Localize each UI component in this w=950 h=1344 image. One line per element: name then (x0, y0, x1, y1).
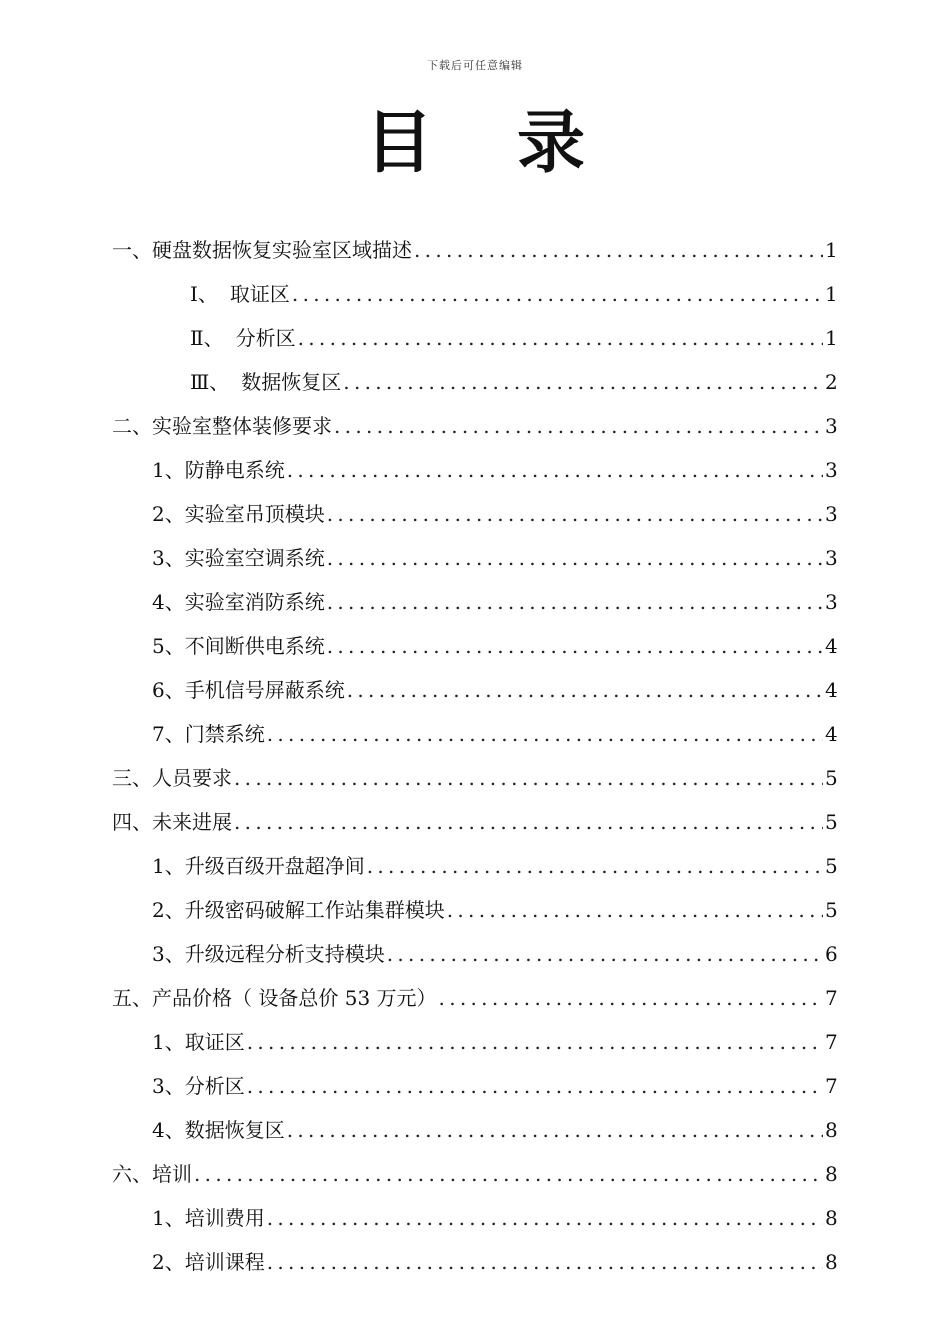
toc-entry-page-number: 1 (825, 238, 838, 262)
toc-entry-number: Ⅲ、 (190, 370, 230, 394)
toc-entry-title: 硬盘数据恢复实验室区域描述 (152, 238, 412, 262)
toc-entry-page-number: 6 (825, 942, 838, 966)
toc-entry[interactable] (112, 492, 837, 536)
toc-entry-number: 四、 (112, 810, 152, 834)
toc-entry[interactable] (112, 668, 837, 712)
toc-dot-leader (247, 1020, 823, 1064)
toc-entry-number: 三、 (112, 766, 152, 790)
toc-entry-page-number: 8 (825, 1250, 838, 1274)
toc-entry-page-number: 8 (825, 1162, 838, 1186)
toc-entry-number: Ⅱ、 (190, 326, 224, 350)
toc-entry-title: 升级百级开盘超净间 (184, 854, 365, 878)
toc-entry-page-number: 5 (825, 766, 838, 790)
toc-entry-page-number: 7 (825, 1030, 838, 1054)
toc-entry-title: 取证区 (184, 1030, 245, 1054)
toc-dot-leader (267, 712, 823, 756)
toc-entry-page-number: 1 (825, 282, 838, 306)
toc-entry[interactable] (112, 624, 837, 668)
toc-entry-title: 产品价格（ 设备总价 53 万元） (152, 986, 437, 1010)
toc-entry-title: 手机信号屏蔽系统 (184, 678, 345, 702)
toc-entry-page-number: 3 (825, 414, 838, 438)
toc-entry-page-number: 3 (825, 458, 838, 482)
toc-entry[interactable] (112, 272, 837, 316)
toc-entry-title: 分析区 (184, 1074, 245, 1098)
toc-dot-leader (343, 360, 823, 404)
toc-dot-leader (327, 624, 823, 668)
toc-dot-leader (287, 1108, 823, 1152)
toc-dot-leader (267, 1196, 823, 1240)
toc-entry-number: 4、 (152, 590, 185, 614)
toc-dot-leader (327, 580, 823, 624)
toc-dot-leader (292, 272, 823, 316)
toc-entry-title: 升级密码破解工作站集群模块 (184, 898, 445, 922)
toc-entry-title: 门禁系统 (184, 722, 265, 746)
toc-entry[interactable] (112, 316, 837, 360)
toc-entry[interactable] (112, 800, 837, 844)
toc-entry-title: 未来进展 (152, 810, 232, 834)
toc-entry-number: 五、 (112, 986, 152, 1010)
toc-entry[interactable] (112, 712, 837, 756)
toc-dot-leader (298, 316, 823, 360)
toc-entry-title: 人员要求 (152, 766, 232, 790)
toc-dot-leader (327, 492, 823, 536)
toc-dot-leader (327, 536, 823, 580)
table-of-contents (112, 228, 837, 1284)
toc-entry-number: Ⅰ、 (190, 282, 218, 306)
toc-entry-page-number: 5 (825, 898, 838, 922)
toc-dot-leader (347, 668, 823, 712)
toc-entry-number: 六、 (112, 1162, 152, 1186)
toc-entry-page-number: 5 (825, 810, 838, 834)
toc-dot-leader (367, 844, 823, 888)
toc-dot-leader (439, 976, 823, 1020)
toc-entry-page-number: 3 (825, 546, 838, 570)
toc-entry-number: 3、 (152, 942, 185, 966)
toc-entry-number: 3、 (152, 546, 185, 570)
toc-entry-number: 1、 (152, 458, 185, 482)
toc-entry-title: 实验室整体装修要求 (152, 414, 332, 438)
toc-entry-number: 7、 (152, 722, 185, 746)
toc-entry-title: 不间断供电系统 (184, 634, 325, 658)
toc-dot-leader (334, 404, 823, 448)
toc-entry-page-number: 4 (825, 722, 838, 746)
toc-dot-leader (247, 1064, 823, 1108)
toc-entry-title: 取证区 (229, 282, 290, 306)
toc-entry[interactable] (112, 360, 837, 404)
toc-entry-page-number: 7 (825, 1074, 838, 1098)
toc-entry-title: 数据恢复区 (241, 370, 342, 394)
toc-entry-title: 升级远程分析支持模块 (184, 942, 385, 966)
toc-entry-page-number: 8 (825, 1118, 838, 1142)
toc-entry-number: 3、 (152, 1074, 185, 1098)
toc-entry-number: 1、 (152, 854, 185, 878)
toc-entry-page-number: 5 (825, 854, 838, 878)
toc-entry-page-number: 7 (825, 986, 838, 1010)
toc-entry-title: 培训 (152, 1162, 192, 1186)
toc-entry-title: 分析区 (235, 326, 296, 350)
page-title: 目录 (364, 103, 669, 183)
toc-entry[interactable] (112, 228, 837, 272)
toc-entry-page-number: 1 (825, 326, 838, 350)
toc-dot-leader (234, 800, 823, 844)
toc-entry-number: 4、 (152, 1118, 185, 1142)
toc-entry[interactable] (112, 580, 837, 624)
toc-entry-page-number: 3 (825, 590, 838, 614)
toc-dot-leader (234, 756, 823, 800)
toc-entry-title: 实验室吊顶模块 (184, 502, 325, 526)
toc-entry[interactable] (112, 1020, 837, 1064)
toc-entry-title: 培训课程 (184, 1250, 265, 1274)
toc-entry-number: 一、 (112, 238, 152, 262)
toc-entry[interactable] (112, 1108, 837, 1152)
toc-entry-number: 2、 (152, 1250, 185, 1274)
toc-entry[interactable] (112, 1196, 837, 1240)
toc-entry[interactable] (112, 888, 837, 932)
toc-entry-page-number: 2 (825, 370, 838, 394)
toc-entry[interactable] (112, 976, 837, 1020)
toc-entry[interactable] (112, 756, 837, 800)
toc-entry[interactable] (112, 1064, 837, 1108)
toc-entry[interactable] (112, 448, 837, 492)
toc-entry-page-number: 4 (825, 678, 838, 702)
toc-entry-page-number: 4 (825, 634, 838, 658)
toc-entry-page-number: 3 (825, 502, 838, 526)
toc-dot-leader (447, 888, 823, 932)
toc-entry[interactable] (112, 1152, 837, 1196)
toc-entry-title: 培训费用 (184, 1206, 265, 1230)
toc-entry-number: 6、 (152, 678, 185, 702)
toc-entry-title: 实验室空调系统 (184, 546, 325, 570)
toc-dot-leader (194, 1152, 823, 1196)
toc-entry-number: 二、 (112, 414, 152, 438)
toc-entry-page-number: 8 (825, 1206, 838, 1230)
toc-entry-number: 1、 (152, 1030, 185, 1054)
toc-entry-title: 实验室消防系统 (184, 590, 325, 614)
toc-entry-number: 2、 (152, 898, 185, 922)
page-header-note: 下载后可任意编辑 (427, 59, 523, 72)
toc-dot-leader (287, 448, 823, 492)
toc-entry[interactable] (112, 536, 837, 580)
toc-entry[interactable] (112, 844, 837, 888)
toc-dot-leader (387, 932, 823, 976)
toc-entry-number: 1、 (152, 1206, 185, 1230)
toc-entry[interactable] (112, 932, 837, 976)
toc-entry[interactable] (112, 1240, 837, 1284)
toc-dot-leader (267, 1240, 823, 1284)
toc-entry-number: 5、 (152, 634, 185, 658)
toc-entry-number: 2、 (152, 502, 185, 526)
toc-dot-leader (414, 228, 823, 272)
toc-entry-title: 防静电系统 (184, 458, 285, 482)
toc-entry-title: 数据恢复区 (184, 1118, 285, 1142)
toc-entry[interactable] (112, 404, 837, 448)
